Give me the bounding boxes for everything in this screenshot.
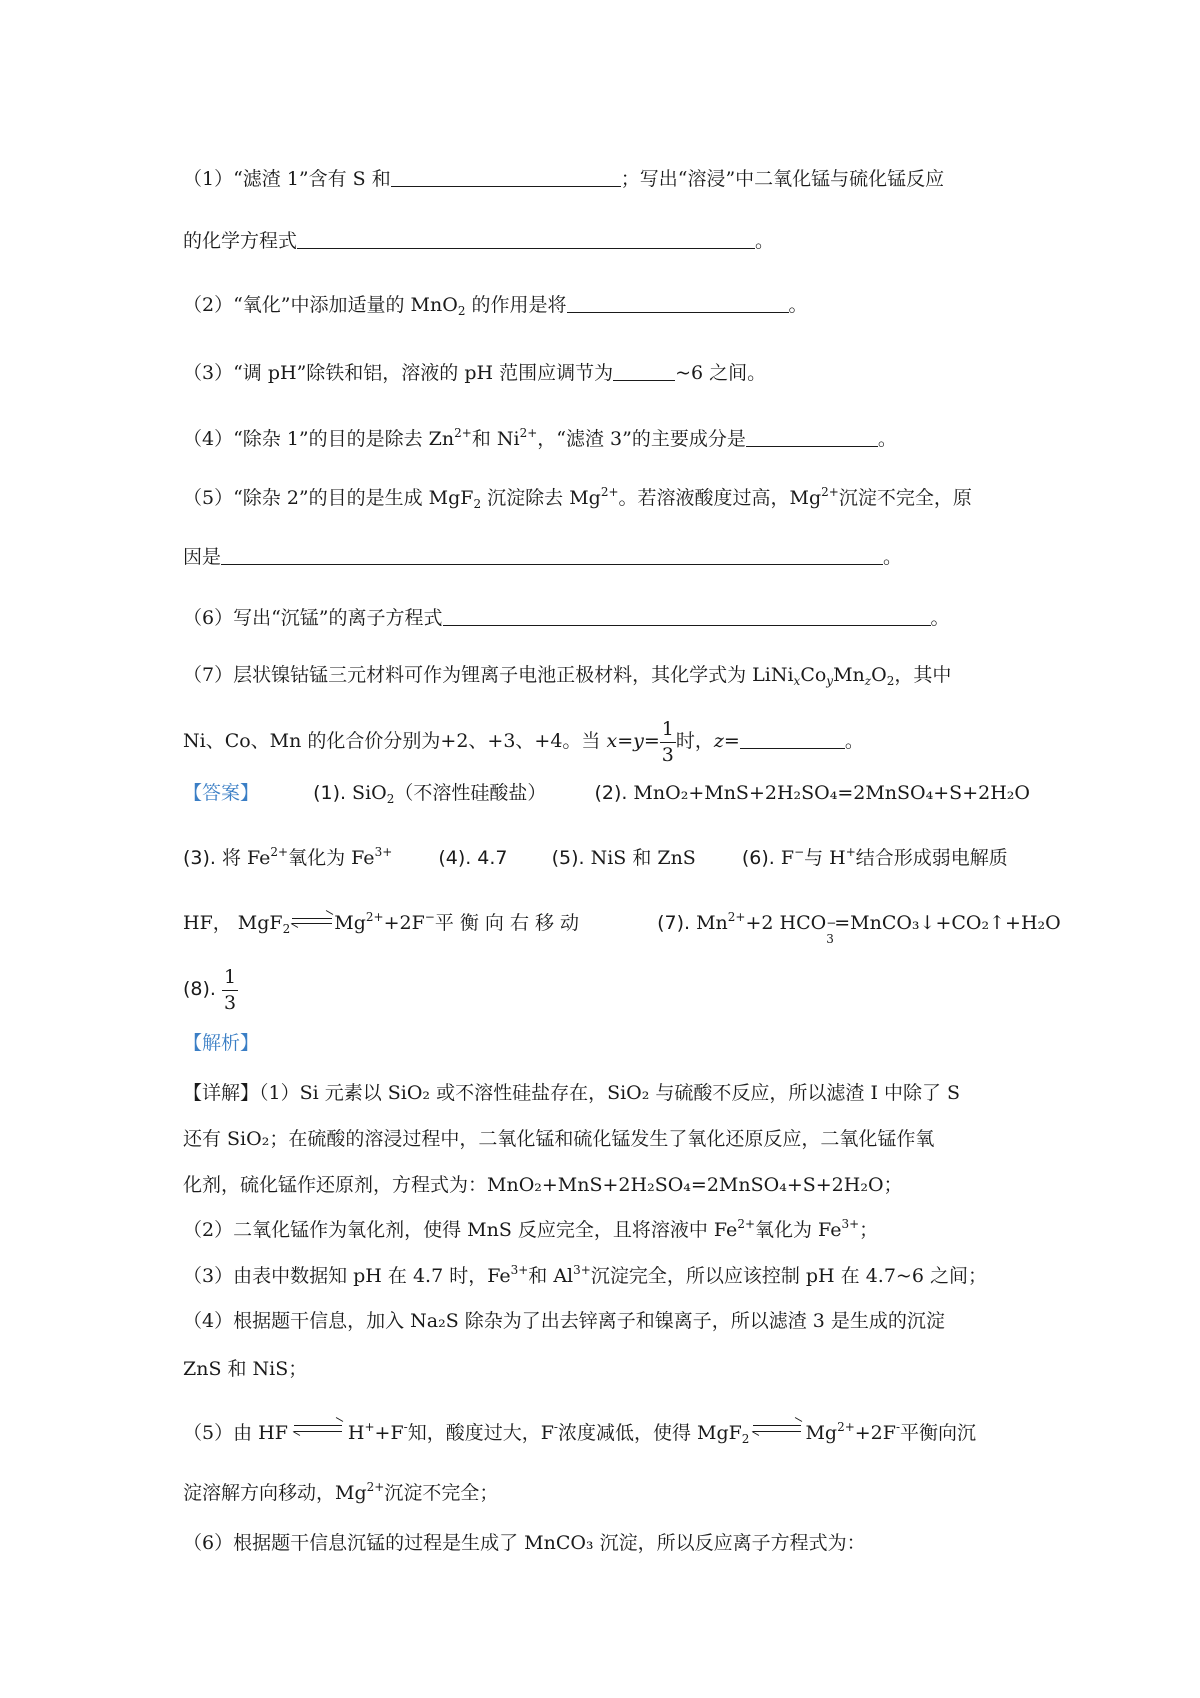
question-4-line bbox=[183, 426, 897, 452]
answer-text: （不溶性硅酸盐） bbox=[394, 782, 547, 804]
answer-number: (6). bbox=[741, 847, 775, 869]
fraction-denominator: 3 bbox=[661, 743, 674, 766]
subscript: 2 bbox=[473, 497, 482, 511]
analysis-p1-line-1 bbox=[183, 1080, 960, 1106]
subscript-z: z bbox=[864, 674, 872, 688]
analysis-text: 沉淀不完全； bbox=[384, 1482, 499, 1504]
analysis-text: （2）二氧化锰作为氧化剂，使得 MnS 反应完全，且将溶液中 Fe bbox=[183, 1219, 738, 1241]
answer-blank[interactable] bbox=[567, 292, 789, 313]
analysis-text: （5）由 HF bbox=[183, 1422, 288, 1444]
answer-blank[interactable] bbox=[221, 544, 883, 565]
superscript: - bbox=[895, 1420, 901, 1434]
equals: = bbox=[723, 730, 740, 752]
formula-co: Co bbox=[800, 664, 827, 686]
superscript: 2+ bbox=[454, 426, 472, 440]
analysis-p4-line-1 bbox=[183, 1308, 945, 1334]
question-3-text: （3）“调 pH”除铁和铝，溶液的 pH 范围应调节为 bbox=[183, 362, 614, 384]
analysis-p5-line-2 bbox=[183, 1480, 498, 1506]
answer-line-3 bbox=[183, 910, 1061, 946]
subscript: 2 bbox=[282, 922, 291, 936]
question-6-line bbox=[183, 605, 950, 631]
analysis-text: 淀溶解方向移动，Mg bbox=[183, 1482, 367, 1504]
analysis-label: 【解析】 bbox=[183, 1032, 260, 1054]
formula-mn: Mn bbox=[833, 664, 865, 686]
answer-text: NiS 和 ZnS bbox=[584, 847, 696, 869]
variable-z: z bbox=[713, 730, 724, 752]
subscript: 2 bbox=[457, 304, 466, 318]
analysis-text: ； bbox=[859, 1219, 879, 1241]
superscript: + bbox=[845, 845, 856, 859]
question-1-line-1 bbox=[183, 166, 944, 192]
question-4-text: （4）“除杂 1”的目的是除去 Zn bbox=[183, 428, 455, 450]
answer-item-3 bbox=[183, 845, 392, 871]
analysis-p1-line-2 bbox=[183, 1126, 934, 1152]
answer-text: 结合形成弱电解质 bbox=[855, 847, 1008, 869]
analysis-text: Mg bbox=[805, 1422, 838, 1444]
question-7-line-1 bbox=[183, 662, 951, 688]
answer-text: 4.7 bbox=[471, 847, 508, 869]
analysis-text: 知，酸度过大，F bbox=[407, 1422, 554, 1444]
answer-number: (2). bbox=[594, 782, 628, 804]
answer-text: 与 H bbox=[804, 847, 846, 869]
question-3-line bbox=[183, 360, 766, 386]
answer-line-2 bbox=[183, 845, 1008, 871]
superscript: 2+ bbox=[737, 1217, 756, 1231]
question-2-text: （2）“氧化”中添加适量的 MnO bbox=[183, 294, 458, 316]
answer-text: Mg bbox=[334, 912, 366, 934]
superscript: 2+ bbox=[365, 910, 384, 924]
equilibrium-arrows-icon bbox=[751, 1422, 803, 1436]
answer-item-6 bbox=[742, 845, 1008, 871]
analysis-p6-line bbox=[183, 1530, 866, 1556]
answer-line-1 bbox=[183, 780, 1030, 806]
question-7-text-3: Ni、Co、Mn 的化合价分别为+2、+3、+4。当 bbox=[183, 730, 607, 752]
superscript: 2+ bbox=[600, 485, 619, 499]
variable-y: y bbox=[633, 730, 644, 752]
analysis-text: （6）根据题干信息沉锰的过程是生成了 MnCO₃ 沉淀，所以反应离子方程式为： bbox=[183, 1532, 866, 1554]
fraction bbox=[660, 717, 676, 766]
superscript: 2+ bbox=[837, 1420, 855, 1434]
answer-text: 氧化为 Fe bbox=[288, 847, 375, 869]
superscript: 3+ bbox=[573, 1263, 591, 1277]
question-1-line-2 bbox=[183, 228, 774, 254]
analysis-text: 氧化为 Fe bbox=[755, 1219, 842, 1241]
answer-number: (4). bbox=[438, 847, 472, 869]
question-5-text-3: 。若溶液酸度过高，Mg bbox=[618, 487, 822, 509]
superscript: 3+ bbox=[841, 1217, 860, 1231]
superscript: − bbox=[794, 845, 805, 859]
answer-text: F bbox=[774, 847, 795, 869]
answer-item-7: (7). $Mn^{2+}+2$ HCO − 3 =MnCO₃↓+CO₂↑+H₂O bbox=[657, 910, 1061, 946]
answer-blank[interactable] bbox=[443, 605, 931, 626]
question-5-line-1 bbox=[183, 485, 972, 511]
answer-text: MnO₂+MnS+2H₂SO₄=2MnSO₄+S+2H₂O bbox=[627, 782, 1030, 804]
analysis-p3-line bbox=[183, 1263, 987, 1289]
analysis-text: 【详解】（1）Si 元素以 SiO₂ 或不溶性硅盐存在，SiO₂ 与硫酸不反应，所以滤渣 I 中除了 S bbox=[183, 1082, 961, 1104]
answer-text: 平 衡 向 右 移 动 bbox=[434, 912, 580, 934]
fraction-numerator: 1 bbox=[660, 720, 676, 743]
subscript: 2 bbox=[386, 792, 395, 806]
analysis-p5-line-1 bbox=[183, 1420, 976, 1446]
answer-blank[interactable] bbox=[613, 360, 675, 381]
equals: = bbox=[617, 730, 634, 752]
fraction-denominator: 3 bbox=[223, 991, 237, 1014]
question-7-text-4: 时， bbox=[675, 730, 714, 752]
question-4-text-3: ，“滤渣 3”的主要成分是 bbox=[537, 428, 746, 450]
answer-item-4 bbox=[438, 845, 507, 871]
question-5-line-2 bbox=[183, 544, 902, 570]
period: 。 bbox=[788, 294, 808, 316]
answer-text: 将 Fe bbox=[215, 847, 271, 869]
superscript: - bbox=[403, 1420, 408, 1434]
analysis-p2-line bbox=[183, 1217, 878, 1243]
subscript-x: x bbox=[793, 674, 801, 688]
analysis-text: 浓度减低，使得 MgF bbox=[557, 1422, 742, 1444]
question-5-text-5: 因是 bbox=[183, 546, 222, 568]
superscript: 2+ bbox=[366, 1480, 385, 1494]
answer-item-1 bbox=[313, 780, 546, 806]
superscript: 2+ bbox=[270, 845, 289, 859]
fraction bbox=[222, 965, 238, 1014]
equals: = bbox=[643, 730, 660, 752]
question-4-text-2: 和 Ni bbox=[471, 428, 520, 450]
equilibrium-arrows-icon bbox=[290, 917, 334, 927]
subscript: 2 bbox=[886, 674, 895, 688]
answer-number: (3). bbox=[183, 847, 216, 869]
answer-line-4 bbox=[183, 958, 238, 1020]
answer-blank[interactable] bbox=[391, 166, 621, 187]
variable-x: x bbox=[606, 730, 618, 752]
period: 。 bbox=[883, 546, 903, 568]
question-2-line bbox=[183, 292, 808, 318]
superscript: - bbox=[553, 1420, 558, 1434]
superscript: 2+ bbox=[519, 426, 538, 440]
subscript-y: y bbox=[826, 674, 834, 688]
superscript: 3+ bbox=[510, 1263, 529, 1277]
answer-text: +2F bbox=[383, 912, 425, 934]
question-3-text-2: ~6 之间。 bbox=[675, 362, 767, 384]
question-7-line-2 bbox=[183, 712, 864, 770]
analysis-text: 化剂，硫化锰作还原剂，方程式为：MnO₂+MnS+2H₂SO₄=2MnSO₄+S+2H₂O； bbox=[183, 1174, 903, 1196]
question-5-text-2: 沉淀除去 Mg bbox=[481, 487, 601, 509]
question-5-text-4: 沉淀不完全，原 bbox=[838, 487, 972, 509]
answer-blank[interactable] bbox=[746, 426, 878, 447]
question-5-text: （5）“除杂 2”的目的是生成 MgF bbox=[183, 487, 474, 509]
period: 。 bbox=[755, 230, 775, 252]
question-1-text-3: 的化学方程式 bbox=[183, 230, 298, 252]
answer-number: (8). bbox=[183, 978, 216, 1000]
superscript: − bbox=[424, 910, 435, 924]
analysis-text: （4）根据题干信息，加入 Na₂S 除杂为了出去锌离子和镍离子，所以滤渣 3 是生成的沉淀 bbox=[183, 1310, 945, 1332]
answer-blank[interactable] bbox=[297, 228, 755, 249]
analysis-text: ZnS 和 NiS； bbox=[183, 1358, 308, 1380]
analysis-text: 还有 SiO₂；在硫酸的溶浸过程中，二氧化锰和硫化锰发生了氧化还原反应，二氧化锰作氧 bbox=[183, 1128, 935, 1150]
period: 。 bbox=[930, 607, 950, 629]
superscript: 2+ bbox=[727, 910, 746, 924]
formula-o: O bbox=[871, 664, 887, 686]
answer-text: HF， MgF bbox=[183, 912, 283, 934]
analysis-text: 沉淀完全，所以应该控制 pH 在 4.7~6 之间； bbox=[590, 1265, 987, 1287]
analysis-text: +2F bbox=[854, 1422, 896, 1444]
superscript: 3+ bbox=[374, 845, 393, 859]
analysis-p1-line-3 bbox=[183, 1172, 903, 1198]
answer-text: =MnCO₃↓+CO₂↑+H₂O bbox=[834, 912, 1061, 934]
answer-number: (7). bbox=[657, 912, 691, 934]
question-1-text: （1）“滤渣 1”含有 S 和 bbox=[183, 168, 391, 190]
subscript: 2 bbox=[741, 1432, 750, 1446]
analysis-text: +F bbox=[374, 1422, 404, 1444]
answer-text: SiO bbox=[346, 782, 387, 804]
answer-label: 【答案】 bbox=[183, 782, 260, 804]
question-1-text-2: ；写出“溶浸”中二氧化锰与硫化锰反应 bbox=[620, 168, 945, 190]
question-2-text-2: 的作用是将 bbox=[465, 294, 567, 316]
answer-text: +2 HCO bbox=[745, 912, 827, 934]
analysis-text: 平衡向沉 bbox=[900, 1422, 977, 1444]
answer-number: (1). bbox=[313, 782, 347, 804]
answer-blank[interactable] bbox=[740, 728, 845, 749]
superscript: + bbox=[364, 1420, 375, 1434]
period: 。 bbox=[877, 428, 897, 450]
analysis-text: 和 Al bbox=[528, 1265, 574, 1287]
superscript: 2+ bbox=[821, 485, 839, 499]
answer-number: (5). bbox=[551, 847, 585, 869]
answer-text: Mn bbox=[690, 912, 728, 934]
analysis-text: （3）由表中数据知 pH 在 4.7 时，Fe bbox=[183, 1265, 511, 1287]
analysis-p4-line-2 bbox=[183, 1356, 307, 1382]
answer-item-2 bbox=[594, 780, 1030, 806]
answer-item-5 bbox=[552, 845, 696, 871]
analysis-text: H bbox=[347, 1422, 365, 1444]
fraction-numerator: 1 bbox=[222, 968, 238, 991]
period: 。 bbox=[844, 730, 864, 752]
question-6-text: （6）写出“沉锰”的离子方程式 bbox=[183, 607, 443, 629]
equilibrium-arrows-icon bbox=[292, 1422, 344, 1436]
analysis-label-line bbox=[183, 1030, 259, 1056]
question-7-text: （7）层状镍钴锰三元材料可作为锂离子电池正极材料，其化学式为 LiNi bbox=[183, 664, 794, 686]
question-7-text-2: ，其中 bbox=[894, 664, 952, 686]
